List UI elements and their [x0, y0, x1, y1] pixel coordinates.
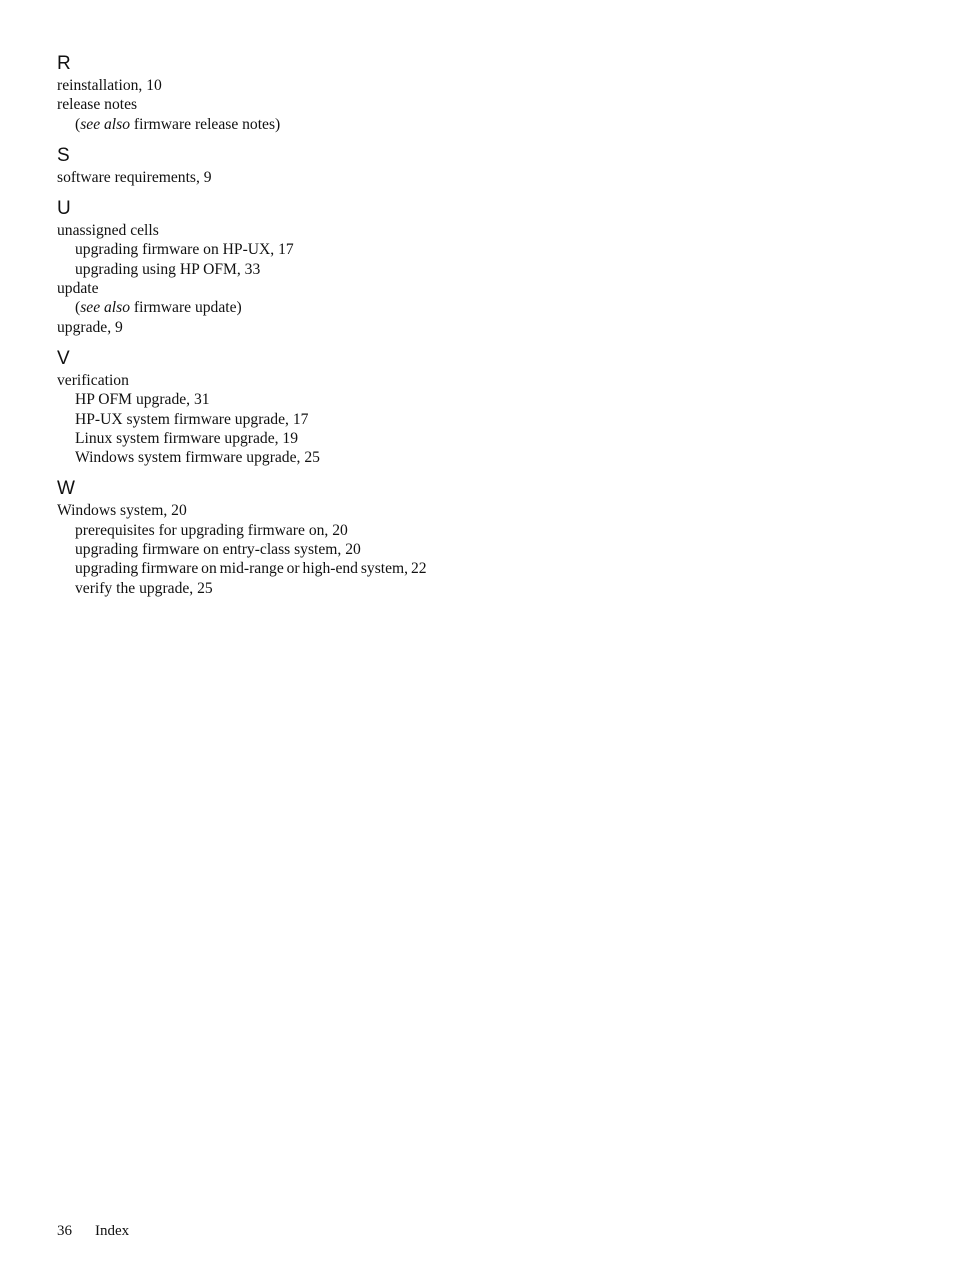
see-also-open-paren: (	[75, 299, 81, 317]
index-entry: release notes	[57, 96, 138, 114]
index-entry: update	[57, 280, 99, 298]
index-letter-heading: R	[57, 53, 71, 74]
index-group-u	[57, 198, 477, 337]
index-subentry: HP-UX system firmware upgrade, 17	[75, 410, 309, 428]
index-group-r	[57, 53, 477, 134]
index-group-v	[57, 348, 477, 467]
page-number: 36	[57, 1223, 72, 1239]
index-subentry: HP OFM upgrade, 31	[75, 391, 210, 409]
index-entry: Windows system, 20	[57, 502, 187, 520]
index-subentry: upgrading firmware on HP-UX, 17	[75, 241, 294, 259]
index-subentry: upgrading using HP OFM, 33	[75, 260, 261, 278]
index-group-s	[57, 145, 477, 187]
see-also-label: see also	[80, 299, 131, 317]
index-see-also-entry	[57, 115, 477, 134]
index-body	[57, 53, 477, 609]
index-subentry: prerequisites for upgrading firmware on, 20	[75, 521, 348, 539]
index-letter-heading: W	[57, 478, 75, 500]
index-subentry: upgrading firmware on entry-class system, 20	[75, 541, 361, 559]
index-group-w	[57, 478, 477, 597]
see-also-target: firmware release notes)	[130, 115, 281, 133]
index-entry: software requirements, 9	[57, 168, 212, 186]
index-subentry: Linux system firmware upgrade, 19	[75, 429, 299, 447]
see-also-open-paren: (	[75, 115, 81, 133]
index-subentry: Windows system firmware upgrade, 25	[75, 449, 320, 467]
index-letter-heading: V	[57, 347, 70, 369]
index-letter-heading: U	[57, 198, 71, 220]
index-subentry: verify the upgrade, 25	[75, 579, 213, 597]
footer-section-title: Index	[95, 1223, 130, 1239]
page-footer	[57, 1222, 129, 1240]
index-letter-heading: S	[57, 144, 70, 166]
index-see-also-entry	[57, 298, 477, 317]
index-subentry: upgrading firmware on mid-range or high-end system, 22	[75, 560, 427, 578]
see-also-label: see also	[80, 115, 131, 133]
index-entry: unassigned cells	[57, 222, 159, 240]
index-entry: verification	[57, 371, 129, 389]
index-entry: reinstallation, 10	[57, 77, 162, 94]
index-entry: upgrade, 9	[57, 318, 123, 336]
see-also-target: firmware update)	[130, 299, 242, 317]
